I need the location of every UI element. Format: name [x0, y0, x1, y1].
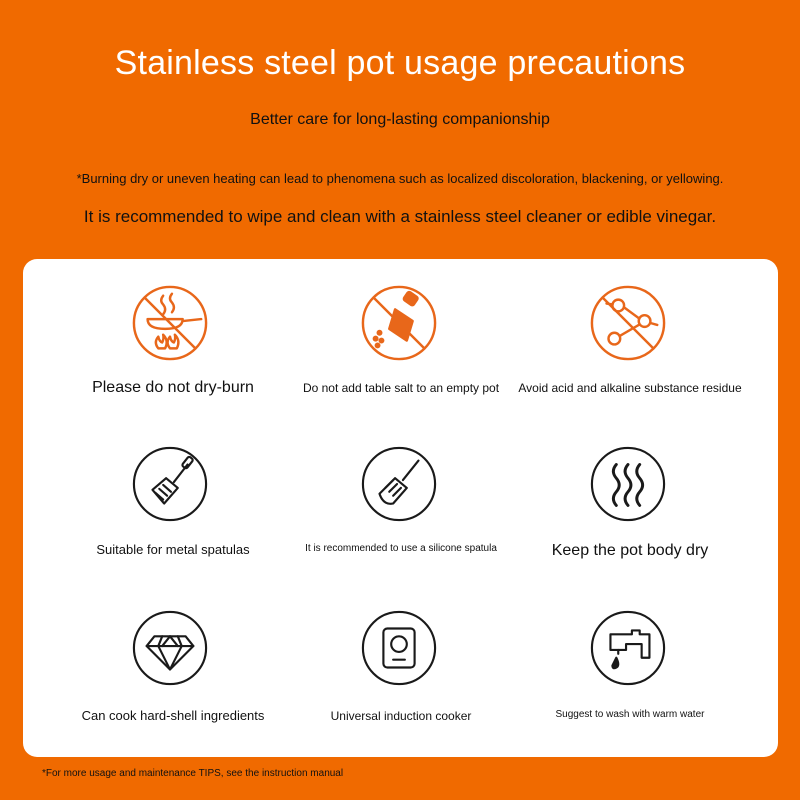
item-label-salt: Do not add table salt to an empty pot — [302, 381, 500, 395]
diamond-icon — [131, 609, 209, 687]
item-label-dry-burn: Please do not dry-burn — [92, 379, 254, 396]
steam-icon — [589, 445, 667, 523]
cleaning-recommendation: It is recommended to wipe and clean with a stainless steel cleaner or edible vinegar. — [83, 207, 717, 226]
no-salt-icon — [360, 284, 438, 362]
item-label-hard-shell: Can cook hard-shell ingredients — [81, 708, 265, 723]
item-label-silicone-spatula: It is recommended to use a silicone spatula — [305, 543, 497, 554]
item-label-induction: Universal induction cooker — [330, 709, 472, 723]
item-label-warm-water: Suggest to wash with warm water — [555, 709, 705, 720]
item-label-keep-dry: Keep the pot body dry — [551, 542, 709, 559]
no-acid-alkaline-icon — [589, 284, 667, 362]
precautions-card — [23, 259, 778, 757]
metal-spatula-icon — [131, 445, 209, 523]
discoloration-note: *Burning dry or uneven heating can lead to phenomena such as localized discoloration, blackening, or yellowing. — [76, 171, 724, 186]
faucet-icon — [589, 609, 667, 687]
induction-cooker-icon — [360, 609, 438, 687]
item-label-metal-spatula: Suitable for metal spatulas — [96, 542, 250, 557]
page-subtitle: Better care for long-lasting companionship — [250, 111, 550, 128]
no-dry-burn-icon — [131, 284, 209, 362]
silicone-spatula-icon — [360, 445, 438, 523]
item-label-acid: Avoid acid and alkaline substance residue — [518, 381, 742, 395]
page-title: Stainless steel pot usage precautions — [114, 44, 686, 82]
footer-note: *For more usage and maintenance TIPS, see the instruction manual — [42, 768, 344, 779]
